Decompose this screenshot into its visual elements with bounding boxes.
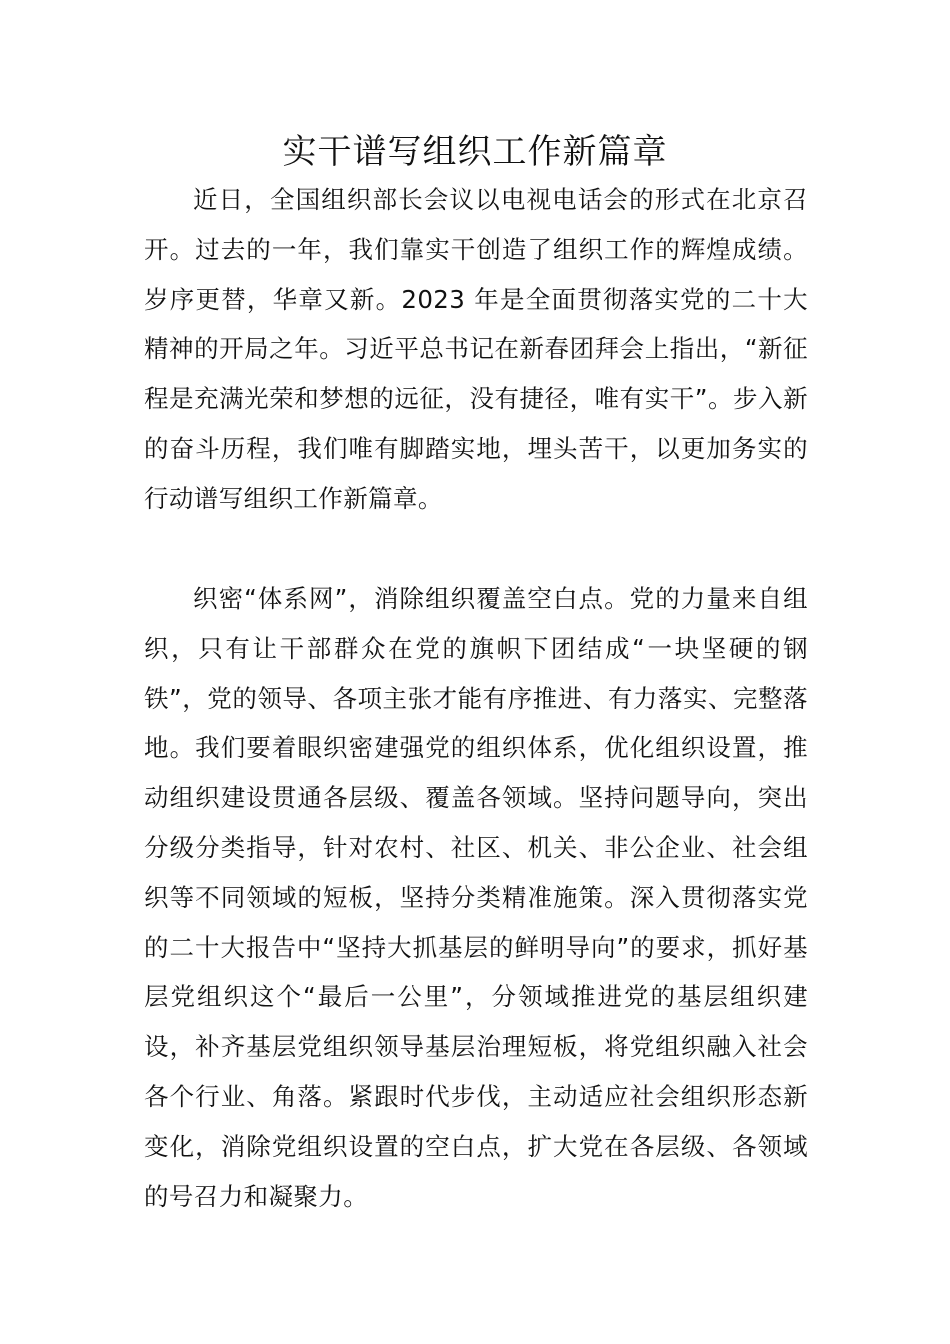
document-title: 实干谱写组织工作新篇章 bbox=[282, 132, 668, 172]
paragraph-intro: 近日，全国组织部长会议以电视电话会的形式在北京召开。过去的一年，我们靠实干创造了组织工作的辉煌成绩。岁序更替，华章又新。2023 年是全面贯彻落实党的二十大精神的开局之年。习近平总书记在新春团拜会上指出，“新征程是充满光荣和梦想的远征，没有捷径，唯有实干”。步入新的奋斗历程，我们唯有脚踏实地，埋头苦干，以更加务实的行动谱写组织工作新篇章。 bbox=[144, 185, 808, 513]
paragraph-organization-system: 织密“体系网”，消除组织覆盖空白点。党的力量来自组织，只有让干部群众在党的旗帜下团结成“一块坚硬的钢铁”，党的领导、各项主张才能有序推进、有力落实、完整落地。我们要着眼织密建强党的组织体系，优化组织设置，推动组织建设贯通各层级、覆盖各领域。坚持问题导向，突出分级分类指导，针对农村、社区、机关、非公企业、社会组织等不同领域的短板，坚持分类精准施策。深入贯彻落实党的二十大报告中“坚持大抓基层的鲜明导向”的要求，抓好基层党组织这个“最后一公里”，分领域推进党的基层组织建设，补齐基层党组织领导基层治理短板，将党组织融入社会各个行业、角落。紧跟时代步伐，主动适应社会组织形态新变化，消除党组织设置的空白点，扩大党在各层级、各领域的号召力和凝聚力。 bbox=[144, 584, 808, 1211]
